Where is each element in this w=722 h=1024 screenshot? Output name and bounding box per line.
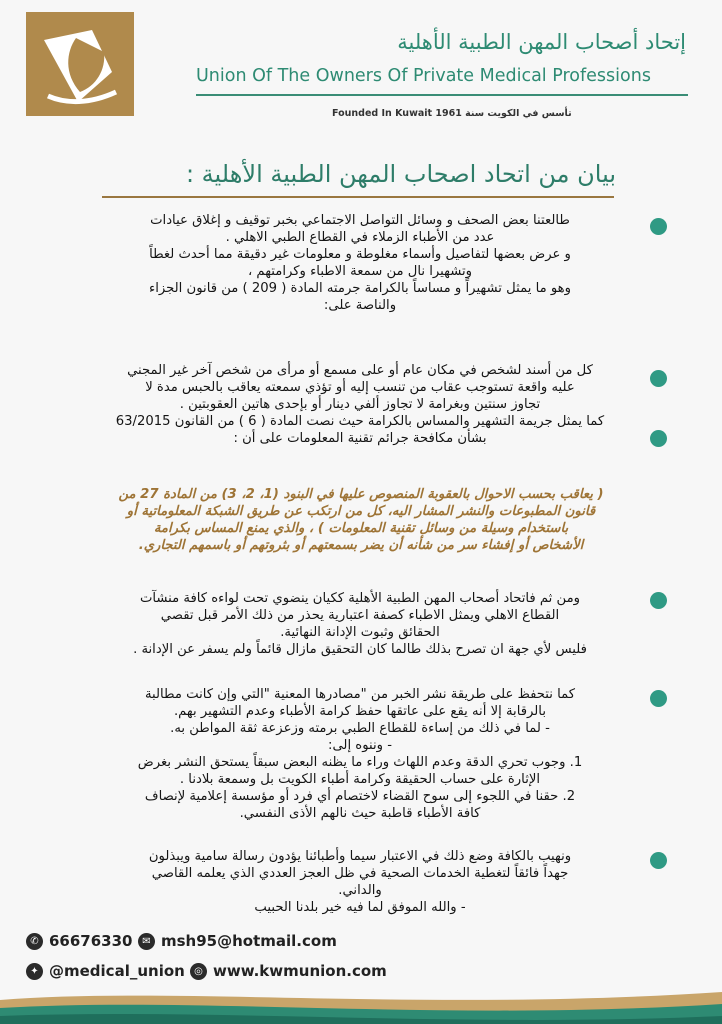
phone-contact[interactable]: [26, 932, 133, 950]
text-line: بشأن مكافحة جرائم تقنية المعلومات على أن :: [233, 431, 487, 446]
org-name-english: Union Of The Owners Of Private Medical Professions: [196, 66, 651, 86]
paragraph-2: [80, 362, 640, 447]
text-line: - وننوه إلى:: [328, 738, 392, 753]
text-line: وهو ما يمثل تشهيراً و مساساً بالكرامة جرمته المادة ( 209 ) من قانون الجزاء: [149, 281, 571, 296]
paragraph-1: [80, 212, 640, 314]
text-line: كما نتحفظ على طريقة نشر الخبر من "مصادرها المعنية "التي وإن كانت مطالبة: [144, 687, 576, 702]
legal-quote: [96, 486, 626, 554]
statement-title: بيان من اتحاد اصحاب المهن الطبية الأهلية :: [185, 160, 616, 188]
text-line: الحقائق وثبوت الإدانة النهائية.: [280, 625, 440, 640]
footer-wave: [0, 982, 722, 1024]
bullet-icon: [650, 370, 667, 387]
email-contact[interactable]: [138, 932, 337, 950]
text-line: - والله الموفق لما فيه خير بلدنا الحبيب: [254, 900, 466, 915]
text-line: 1. وجوب تحري الدقة وعدم اللهاث وراء ما يظنه البعض سبقاً يستحق النشر بغرض: [137, 755, 583, 770]
text-line: - لما في ذلك من إساءة للقطاع الطبي برمته وزعزعة ثقة المواطن به.: [170, 721, 550, 736]
text-line: الأشخاص أو إفشاء سر من شأنه أن يضر بسمعتهم أو بثروتهم أو باسمهم التجاري.: [138, 538, 584, 553]
paragraph-5: [80, 686, 640, 822]
email-address: msh95@hotmail.com: [161, 932, 337, 950]
text-line: 2. حقنا في اللجوء إلى سوح القضاء لاختصام أي فرد أو مؤسسة إعلامية لإنصاف: [144, 789, 576, 804]
paragraph-6: [80, 848, 640, 916]
website-url: www.kwmunion.com: [213, 962, 387, 980]
text-line: تجاوز سنتين وبغرامة لا تجاوز ألفي دينار أو بإحدى هاتين العقوبتين .: [179, 397, 541, 412]
email-icon: ✉: [138, 933, 155, 950]
text-line: ( يعاقب بحسب الاحوال بالعقوبة المنصوص عليها في البنود (1، 2، 3) من المادة 27 من: [118, 487, 604, 502]
union-logo: [26, 12, 134, 116]
website-contact[interactable]: [190, 962, 387, 980]
text-line: و عرض بعضها لتفاصيل وأسماء مغلوطة و معلومات غير دقيقة مما أحدث لغطاً: [149, 247, 571, 262]
text-line: وتشهيرا نال من سمعة الاطباء وكرامتهم ،: [247, 264, 473, 279]
text-line: بالرقابة إلا أنه يقع على عاتقها حفظ كرامة الأطباء وعدم التشهير بهم.: [173, 704, 547, 719]
globe-icon: ◎: [190, 963, 207, 980]
text-line: الإثارة على حساب الحقيقة وكرامة أطباء الكويت بل وسمعة بلادنا .: [179, 772, 541, 787]
text-line: كافة الأطباء قاطبة حيث نالهم الأذى النفسي.: [239, 806, 481, 821]
text-line: عليه واقعة تستوجب عقاب من تنسب إليه أو تؤذي سمعته يعاقب بالحبس مدة لا: [145, 380, 575, 395]
text-line: طالعتنا بعض الصحف و وسائل التواصل الاجتماعي بخبر توقيف و إغلاق عيادات: [150, 213, 570, 228]
text-line: قانون المطبوعات والنشر المشار اليه، كل من ارتكب عن طريق الشبكة المعلوماتية أو: [126, 504, 596, 519]
founded-line: Founded In Kuwait 1961 تأسس في الكويت سنة: [332, 108, 572, 119]
phone-number: 66676330: [49, 932, 133, 950]
text-line: والداني.: [338, 883, 382, 898]
bullet-icon: [650, 592, 667, 609]
twitter-contact[interactable]: [26, 962, 185, 980]
title-underline: [102, 196, 614, 198]
text-line: جهداً فائقاً لتغطية الخدمات الصحية في ظل العجز العددي الذي يعلمه القاصي: [151, 866, 569, 881]
bullet-icon: [650, 852, 667, 869]
text-line: ونهيب بالكافة وضع ذلك في الاعتبار سيما وأطبائنا يؤدون رسالة سامية ويبذلون: [148, 849, 572, 864]
bullet-icon: [650, 218, 667, 235]
bullet-icon: [650, 430, 667, 447]
text-line: ومن ثم فاتحاد أصحاب المهن الطبية الأهلية ككيان ينضوي تحت لواءه كافة منشآت: [139, 591, 581, 606]
text-line: عدد من الأطباء الزملاء في القطاع الطبي الاهلي .: [225, 230, 495, 245]
text-line: فليس لأي جهة ان تصرح بذلك طالما كان التحقيق مازال قائماً ولم يسفر عن الإدانة .: [133, 642, 587, 657]
text-line: كما يمثل جريمة التشهير والمساس بالكرامة حيث نصت المادة ( 6 ) من القانون 63/2015: [115, 414, 605, 429]
org-name-arabic: إتحاد أصحاب المهن الطبية الأهلية: [397, 30, 686, 54]
text-line: باستخدام وسيلة من وسائل تقنية المعلومات ) ، والذي يمنع المساس بكرامة: [153, 521, 569, 536]
phone-icon: ✆: [26, 933, 43, 950]
twitter-icon: ✦: [26, 963, 43, 980]
text-line: والناصة على:: [323, 298, 397, 313]
twitter-handle: @medical_union: [49, 962, 185, 980]
bullet-icon: [650, 690, 667, 707]
text-line: القطاع الاهلي ويمثل الاطباء كصفة اعتبارية يحذر من ذلك الأمر قبل تقصي: [160, 608, 560, 623]
text-line: كل من أسند لشخص في مكان عام أو على مسمع أو مرأى من شخص آخر غير المجني: [127, 363, 593, 378]
paragraph-4: [80, 590, 640, 658]
header-divider: [196, 94, 688, 96]
